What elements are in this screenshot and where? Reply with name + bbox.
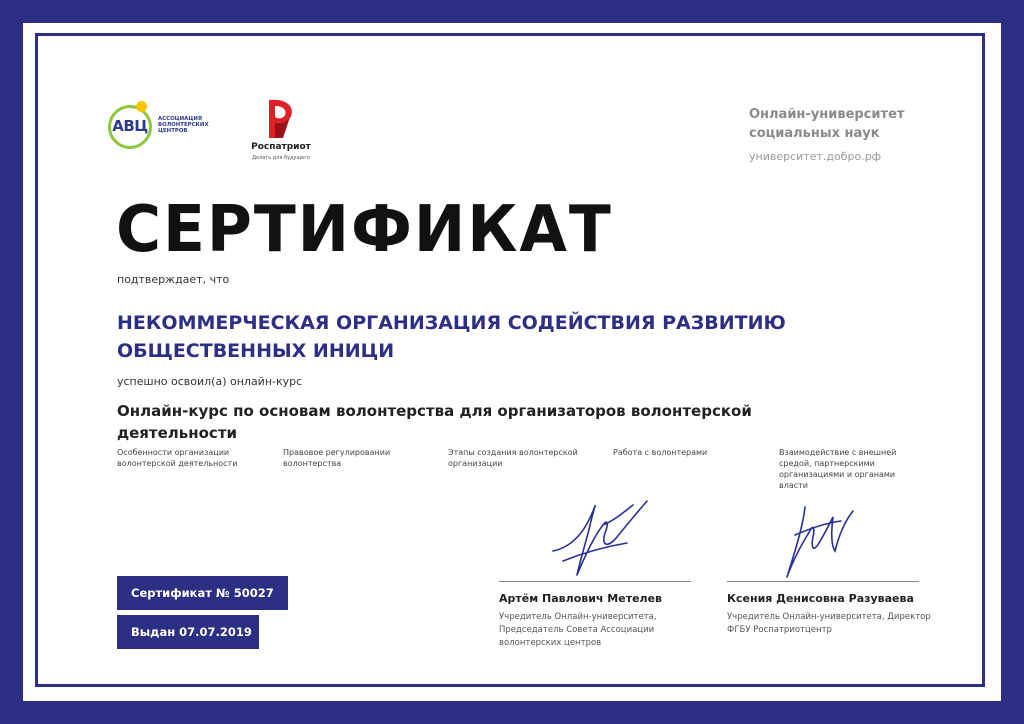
signature-metelev-icon <box>543 491 663 581</box>
topic-item: Правовое регулировании волонтерства <box>283 448 391 468</box>
topic-item: Взаимодействие с внешней средой, партнерскими организациями и органами власти <box>779 448 897 490</box>
signer-2-role: Учредитель Онлайн-университета, Директор ФГБУ Роспатриотцентр <box>727 612 931 635</box>
topic-item: Этапы создания волонтерской организации <box>448 448 578 468</box>
recipient-name: НЕКОММЕРЧЕСКАЯ ОРГАНИЗАЦИЯ СОДЕЙСТВИЯ РАЗВИТИЮ ОБЩЕСТВЕННЫХ ИНИЦИ <box>117 312 786 362</box>
issue-date-badge: Выдан 07.07.2019 <box>117 615 259 649</box>
course-name: Онлайн-курс по основам волонтерства для организаторов волонтерской деятельности <box>117 402 752 442</box>
signer-2-name: Ксения Денисовна Разуваева <box>727 592 914 605</box>
rospatriot-mark-icon <box>263 98 299 140</box>
signer-1-name: Артём Павлович Метелев <box>499 592 663 605</box>
rospatriot-logo <box>243 98 323 164</box>
signature-line-2 <box>727 581 919 582</box>
rospatriot-tagline: Делать для будущего <box>252 155 310 161</box>
confirms-text: подтверждает, что <box>117 273 230 286</box>
avc-logo-sun-icon <box>136 101 147 112</box>
university-url[interactable]: университет.добро.рф <box>749 150 882 163</box>
signature-line-1 <box>499 581 691 582</box>
course-topics <box>117 447 937 497</box>
rospatriot-name: Роспатриот <box>251 142 311 152</box>
mastered-text: успешно освоил(а) онлайн-курс <box>117 375 303 388</box>
topic-item: Работа с волонтерами <box>613 448 708 457</box>
avc-logo-abbr: АВЦ <box>112 117 148 135</box>
certificate-title: СЕРТИФИКАТ <box>116 193 613 267</box>
signer-1-role: Учредитель Онлайн-университета, Председатель Совета Ассоциации волонтерских центров <box>499 612 657 648</box>
avc-logo <box>108 105 218 157</box>
certificate-number-badge: Сертификат № 50027 <box>117 576 288 610</box>
topic-item: Особенности организации волонтерской деятельности <box>117 448 238 468</box>
university-name: Онлайн-университет социальных наук <box>749 107 905 141</box>
avc-logo-full-name: АССОЦИАЦИЯ ВОЛОНТЕРСКИХ ЦЕНТРОВ <box>158 116 209 134</box>
certificate-sheet <box>23 23 1001 701</box>
signature-razuvaeva-icon <box>775 495 875 585</box>
